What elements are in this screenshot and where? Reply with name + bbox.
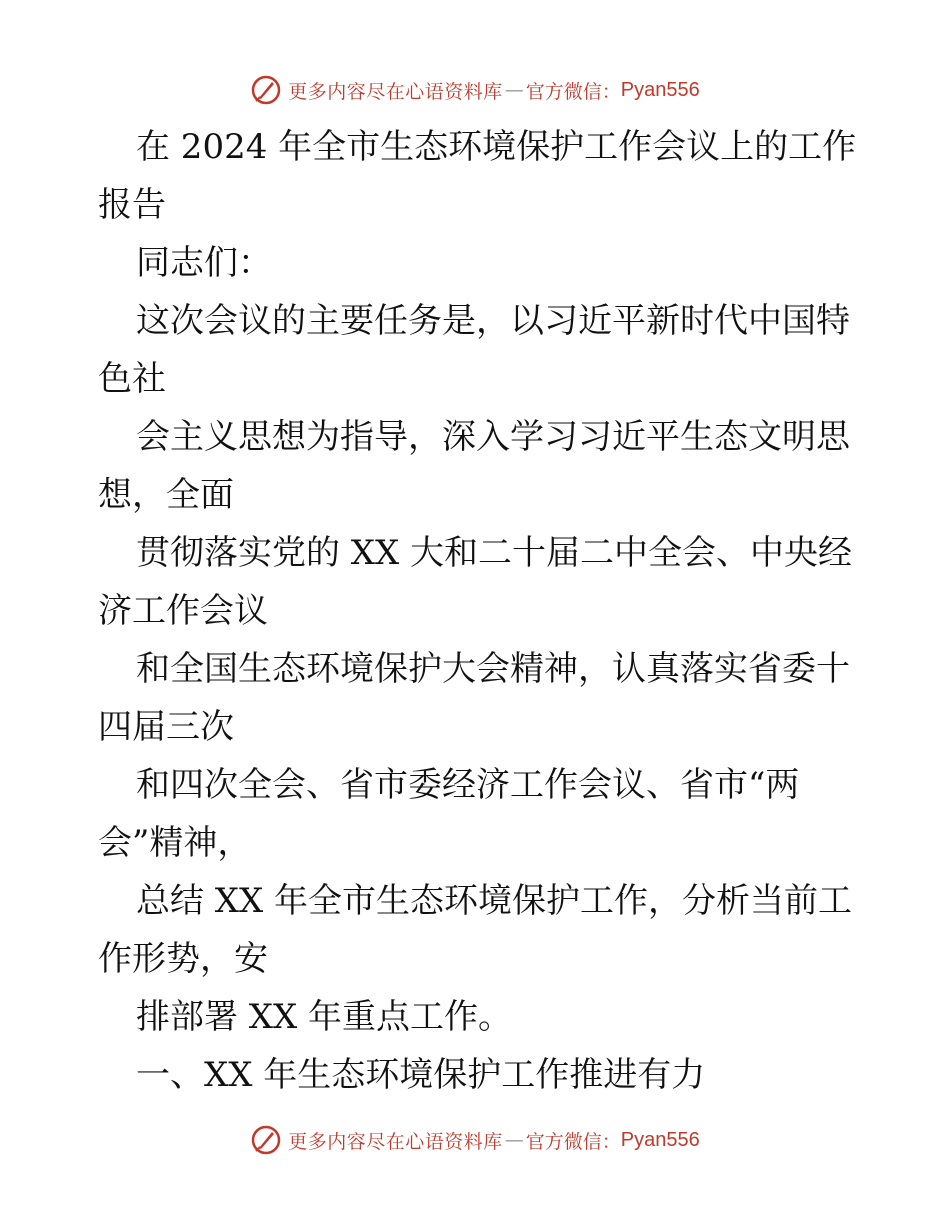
- watermark-separator: —: [504, 79, 524, 101]
- watermark-text: 更多内容尽在心语资料库: [288, 1130, 503, 1153]
- document-line: 排部署 XX 年重点工作。: [136, 997, 513, 1037]
- document-line: 在 2024 年全市生态环境保护工作会议上的工作: [136, 127, 857, 167]
- document-body: [98, 118, 858, 1104]
- document-line: 会”精神，: [98, 823, 252, 863]
- document-line: 四届三次: [98, 707, 234, 747]
- watermark-contact-label: 官方微信：: [525, 80, 621, 103]
- document-line: 色社: [98, 359, 166, 399]
- watermark-header: [0, 72, 950, 108]
- document-line: 报告: [98, 185, 166, 225]
- document-line: 会主义思想为指导，深入学习习近平生态文明思: [136, 417, 850, 457]
- watermark-text: 更多内容尽在心语资料库: [288, 80, 503, 103]
- quill-pen-logo-icon: [250, 74, 282, 106]
- watermark-footer: [0, 1122, 950, 1158]
- document-line: 总结 XX 年全市生态环境保护工作，分析当前工: [136, 881, 853, 921]
- document-line: 一、XX 年生态环境保护工作推进有力: [136, 1055, 706, 1095]
- document-line: 想，全面: [98, 475, 234, 515]
- quill-pen-logo-icon: [250, 1124, 282, 1156]
- watermark-separator: —: [504, 1129, 524, 1151]
- document-line: 作形势，安: [98, 939, 268, 979]
- document-line: 和四次全会、省市委经济工作会议、省市“两: [136, 765, 800, 805]
- watermark-contact-id: Pyan556: [620, 1128, 700, 1151]
- document-line: 济工作会议: [98, 591, 268, 631]
- document-line: 和全国生态环境保护大会精神，认真落实省委十: [136, 649, 850, 689]
- watermark-contact-label: 官方微信：: [525, 1130, 621, 1153]
- document-line: 贯彻落实党的 XX 大和二十届二中全会、中央经: [136, 533, 853, 573]
- watermark-contact-id: Pyan556: [620, 78, 700, 101]
- document-line: 这次会议的主要任务是，以习近平新时代中国特: [136, 301, 850, 341]
- document-line: 同志们：: [136, 243, 272, 283]
